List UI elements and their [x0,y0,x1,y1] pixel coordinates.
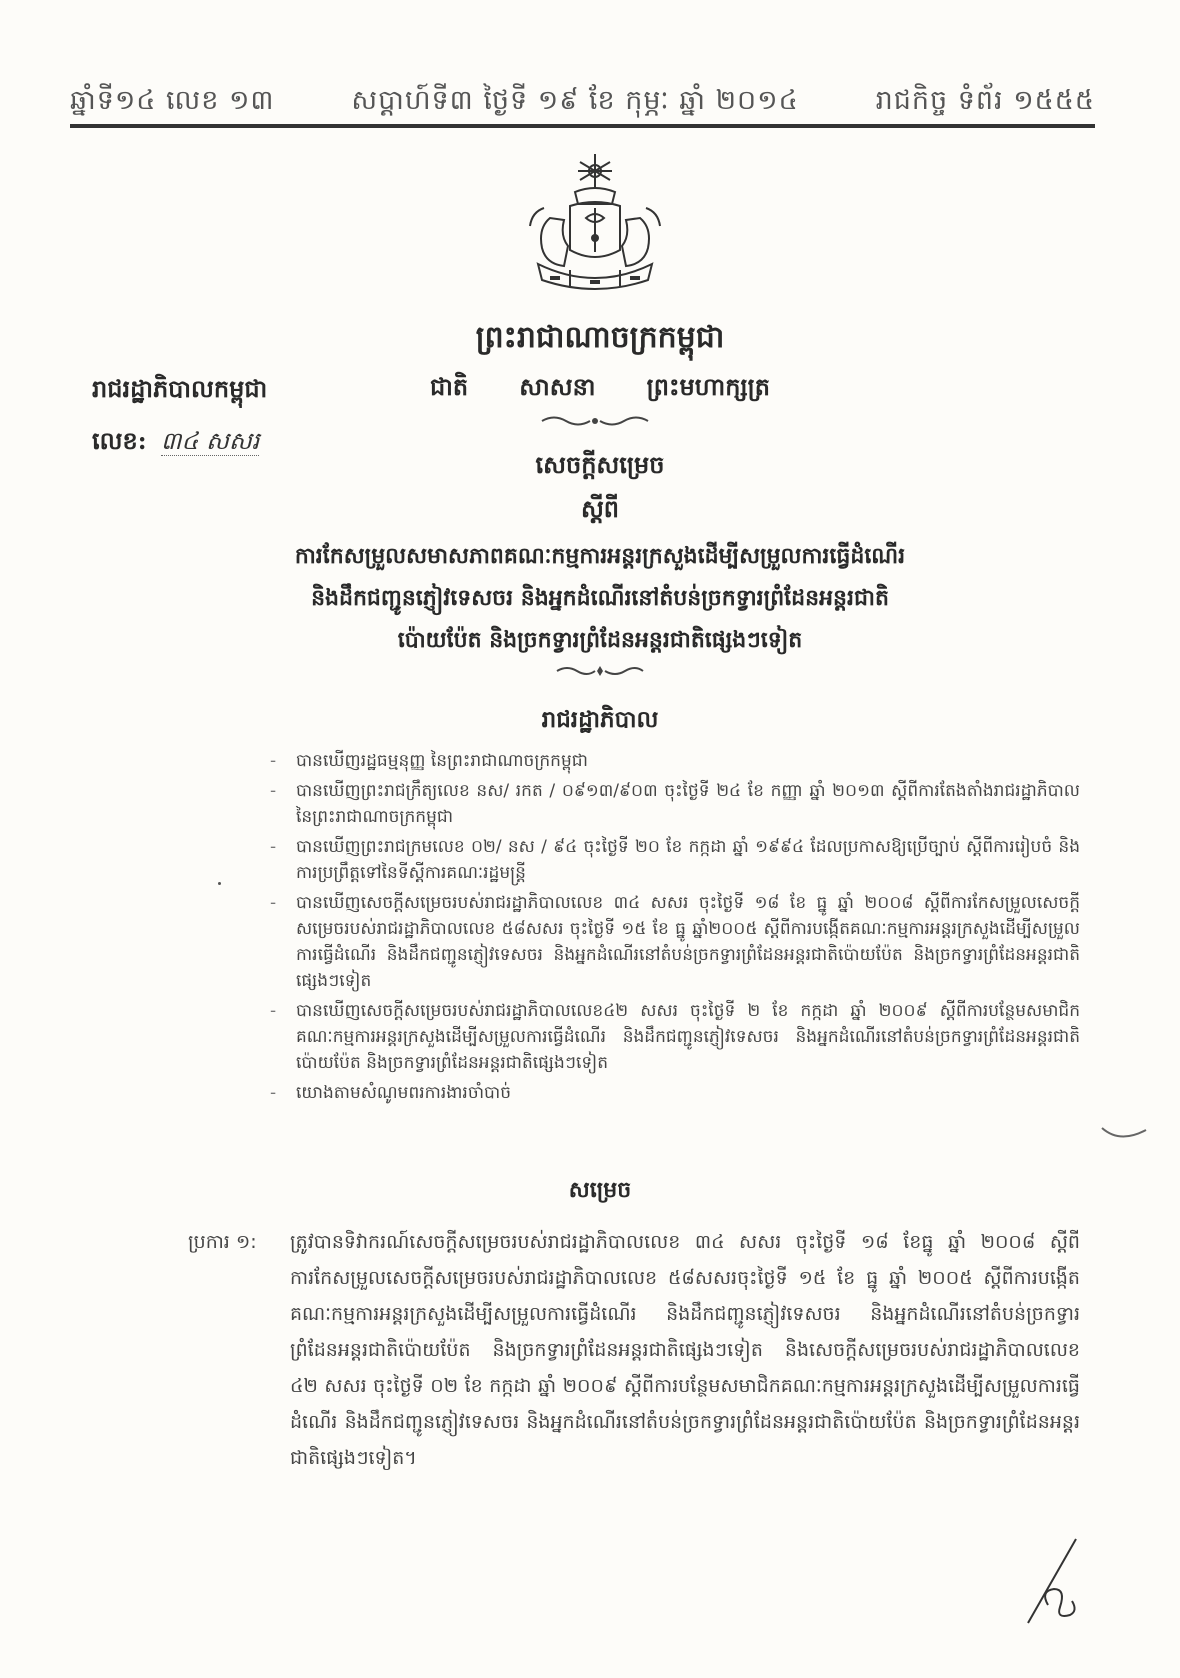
scan-speck [218,882,221,885]
consideration-item: - បានឃើញសេចក្តីសម្រេចរបស់រាជរដ្ឋាភិបាលលេខ៤២ សសរ ចុះថ្ងៃទី ២ ខែ កក្កដា ឆ្នាំ ២០០៩ ស្តីពីការបន្ថែមសមាជិកគណៈកម្មការអន្តរក្រសួងដើម្បីសម្រួលការធ្វើដំណើរ និងដឹកជញ្ជូនភ្ញៀវទេសចរ និងអ្នកដំណើរនៅតំបន់ច្រកទ្វារព្រំដែនអន្តរជាតិប៉ោយប៉ែត និងច្រកទ្វារព្រំដែនអន្តរជាតិផ្សេងៗទៀត [260,998,1080,1076]
header-rule [70,124,1095,128]
gazette-date: សប្តាហ៍ទី៣ ថ្ងៃទី ១៩ ខែ កុម្ភៈ ឆ្នាំ ២០១៤ [351,85,799,116]
consideration-item: - បានឃើញសេចក្តីសម្រេចរបស់រាជរដ្ឋាភិបាលលេខ ៣៤ សសរ ចុះថ្ងៃទី ១៨ ខែ ធ្នូ ឆ្នាំ ២០០៨ ស្តីពីការកែសម្រួលសេចក្តីសម្រេចរបស់រាជរដ្ឋាភិបាលលេខ ៥៨សសរ ចុះថ្ងៃទី ១៥ ខែ ធ្នូ ឆ្នាំ២០០៥ ស្តីពីការបង្កើតគណៈកម្មការអន្តរក្រសួងដើម្បីសម្រួលការធ្វើដំណើរ និងដឹកជញ្ជូនភ្ញៀវទេសចរ និងអ្នកដំណើរនៅតំបន់ច្រកទ្វារព្រំដែនអន្តរជាតិប៉ោយប៉ែត និងច្រកទ្វារព្រំដែនអន្តរជាតិផ្សេងៗទៀត [260,890,1080,994]
gazette-page-number: រាជកិច្ច ទំព័រ ១៥៥៥ [875,85,1095,116]
decides-heading: សម្រេច [568,1177,632,1203]
consideration-item: - បានឃើញព្រះរាជក្រឹត្យលេខ នស/ រកត / ០៩១៣/៩០៣ ចុះថ្ងៃទី ២៤ ខែ កញ្ញា ឆ្នាំ ២០១៣ ស្តីពីការតែងតាំងរាជរដ្ឋាភិបាលនៃព្រះរាជាណាចក្រកម្ពុជា [260,778,1080,830]
issuing-government: រាជរដ្ឋាភិបាលកម្ពុជា [92,374,268,403]
motto-king: ព្រះមហាក្សត្រ [646,372,770,401]
consideration-item: - បានឃើញរដ្ឋធម្មនុញ្ញ នៃព្រះរាជាណាចក្រកម្ពុជា [260,748,1080,774]
kingdom-title: ព្រះរាជាណាចក្រកម្ពុជា [475,320,725,355]
document-number [92,426,259,461]
considerations-list [260,748,1080,1110]
year-issue: ឆ្នាំទី១៤ លេខ ១៣ [70,85,275,116]
about-label: ស្តីពី [580,494,620,523]
motto-religion: សាសនា [519,372,596,401]
decision-subject [210,535,990,661]
subject-line: ការកែសម្រួលសមាសភាពគណៈកម្មការអន្តរក្រសួងដើម្បីសម្រួលការធ្វើដំណើរ [294,543,906,569]
national-motto [430,372,770,407]
motto-nation: ជាតិ [430,372,469,401]
consideration-item: - បានឃើញព្រះរាជក្រមលេខ ០២/ នស / ៩៤ ចុះថ្ងៃទី ២០ ខែ កក្កដា ឆ្នាំ ១៩៩៤ ដែលប្រកាសឱ្យប្រើច្បាប់ ស្តីពីការរៀបចំ និងការប្រព្រឹត្តទៅនៃទីស្តីការគណៈរដ្ឋមន្ត្រី [260,834,1080,886]
margin-mark-icon [1100,1120,1150,1150]
handwritten-number: ៣៤ សសរ [160,427,260,455]
initials-signature-icon [1020,1535,1090,1625]
decision-title: សេចក្តីសម្រេច [535,450,665,479]
ornament-divider-icon [555,665,645,677]
ornament-divider-icon [540,414,650,428]
number-label: លេខ: [92,426,147,455]
government-heading: រាជរដ្ឋាភិបាល [541,706,659,733]
subject-line: និងដឹកជញ្ជូនភ្ញៀវទេសចរ និងអ្នកដំណើរនៅតំបន់ច្រកទ្វារព្រំដែនអន្តរជាតិ [311,585,889,611]
article-label: ប្រការ ១: [188,1231,257,1253]
subject-line: ប៉ោយប៉ែត និងច្រកទ្វារព្រំដែនអន្តរជាតិផ្សេងៗទៀត [397,627,803,653]
article-1 [188,1224,1080,1476]
article-text: ត្រូវបានទិវាករណ៍សេចក្តីសម្រេចរបស់រាជរដ្ឋាភិបាលលេខ ៣៤ សសរ ចុះថ្ងៃទី ១៨ ខែធ្នូ ឆ្នាំ ២០០៨ ស្តីពីការកែសម្រួលសេចក្តីសម្រេចរបស់រាជរដ្ឋាភិបាលលេខ ៥៨សសរចុះថ្ងៃទី ១៥ ខែ ធ្នូ ឆ្នាំ ២០០៥ ស្តីពីការបង្កើតគណៈកម្មការអន្តរក្រសួងដើម្បីសម្រួលការធ្វើដំណើរ និងដឹកជញ្ជូនភ្ញៀវទេសចរ និងអ្នកដំណើរនៅតំបន់ច្រកទ្វារព្រំដែនអន្តរជាតិប៉ោយប៉ែត និងច្រកទ្វារព្រំដែនអន្តរជាតិផ្សេងៗទៀត និងសេចក្តីសម្រេចរបស់រាជរដ្ឋាភិបាលលេខ ៤២ សសរ ចុះថ្ងៃទី ០២ ខែ កក្កដា ឆ្នាំ ២០០៩ ស្តីពីការបន្ថែមសមាជិកគណៈកម្មការអន្តរក្រសួងដើម្បីសម្រួលការធ្វើដំណើរ និងដឹកជញ្ជូនភ្ញៀវទេសចរ និងអ្នកដំណើរនៅតំបន់ច្រកទ្វារព្រំដែនអន្តរជាតិប៉ោយប៉ែត និងច្រកទ្វារព្រំដែនអន្តរជាតិផ្សេងៗទៀត។ [290,1231,1080,1469]
gazette-header [70,84,1095,123]
royal-coat-of-arms-icon [520,148,670,298]
consideration-item: - យោងតាមសំណូមពរការងារចាំបាច់ [260,1080,1080,1106]
